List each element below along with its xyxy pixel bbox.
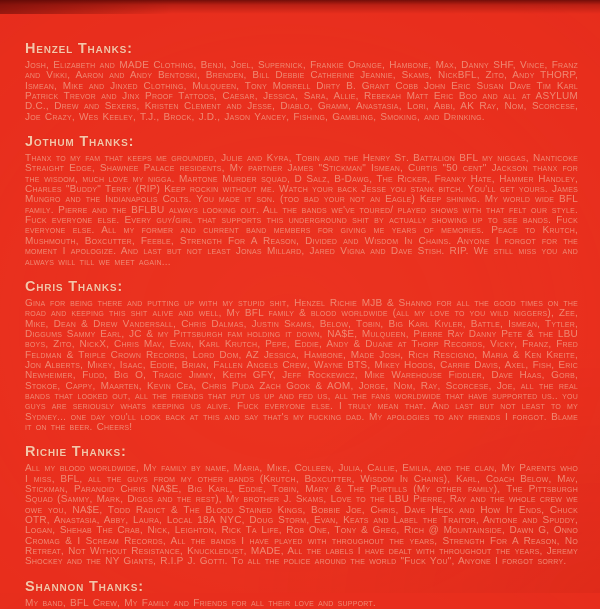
thanks-section-henzel	[25, 42, 578, 123]
section-body-henzel: Josh, Elizabeth and MADE Clothing, Benji, Joel, Supernick, Frankie Orange, Hambone, Max, Danny SHF, Vince, Franz and Vikki, Aaron and Andy Bentoski, Brenden, Bill Debbie Catherine Jeannie, Skams, NickBFL, Zito, Andy THORP, Ismean, Mike and Jinxed Clothing, Mulqueen, Tony Morrell Dirty B. Grant Cobb John Eric Susan Dave Tim Karl Patrick Trevor and Jinx Proof Tattoos, Caesar, Jessica, Sara, Allie, Rebekah Matt Eric Boo and all at ASYLUM D.C., Drew and Sexers, Kristen Clement and Jesse, Diablo, Gramm, Anastasia, Lori, Abbi, AK Ray, Nom, Scorcese, Joe Crazy, Wes Keeley, T.J., Brock, J.D., Jason Yancey, Fishing, Gambling, Smoking, and Drinking.	[25, 60, 578, 123]
section-body-shannon: My band, BFL Crew, My Family and Friends for all their love and support.	[25, 597, 376, 609]
thanks-section-jothum	[25, 135, 578, 268]
section-body-richie: All my blood worldwide, My family by name, Maria, Mike, Colleen, Julia, Callie, Emilia, and the clan, My Parents who I miss, BFL, all the guys from my other bands (Krutch, Boxcutter, Wisdom In Chains), Karl, Coach Below, Mav, Stickman, Paranoid Chris NA$E, Big Karl, Eddie, Tobin, Mary & The Purtills (My other family), The Pittsburgh Squad (Sammy, Mark, Diggs and the rest), My brother J. Skams, Love to the LBU Pierre, Ray and the whole crew we owe you, NA$E, Todd Radict & The Blood Stained Kings, Bobbie Joe, Chris, Dave Heck and How It Ends, Chuck OTR, Anastasia, Abby, Laura, Local 18A NYC, Doug Storm, Evan, Keats and Label the Traitor, Antione and Spuddy, Logan, Shehab The Crab, Nick, Leighton, Rick Ta Life, Rob One, Tony & Greg, Rich @ Mountainside, Dawn G, Onno Cromag & I Scream Records, All the bands I have played with throughout the years, Strength For A Reason, No Retreat, Not Without Resistance, Knuckledust, MADE, All the labels I have dealt with throughout the years, Jeremy Shockey and the NY Giants, R.I.P J. Gotti. To all the police around the world "Fuck You", Anyone I forgot sorry.	[25, 463, 578, 568]
section-body-jothum: Thanx to my fam that keeps me grounded, Julie and Kyra, Tobin and the Henry St. Battalion BFL my niggas, Nanticoke Straight Edge, Shawnee Palace residents, My partner James "Stickman" Ismean, Curtis "50 cent" Jackson thanx for the wisdom, much love my nigga. Martone Murder squad, D Salz, B-Dawg, The Ricker, Franky Hate, Hammer Handley, Charles "Buddy" Terry (RIP) Keep rockin without me. Watch your back Jesse you stank bitch. You'll get yours. James Mungro and the Indianapolis Colts. You made it son. (too bad your not an Eagle) Keep shining. My world wide BFL family. Pierre and the BFLBU always looking out. All the bands we've toured/ played shows with that felt our style. Fuck everyone else. Every guy/girl that supports this underground shit by actually showing up to see bands. Fuck everyone else. All my former and current band members for giving me years of memories. Peace to Krutch, Mushmouth, Boxcutter, Feeble, Strength For A Reason, Divided and Wisdom In Chains. Anyone I forgot for the moment I apologize. And last but not least Jonas Millard, Jared Vigna and Dave Stish. RIP. We still miss you and always will till we meet again...	[25, 153, 578, 268]
scan-edge-shadow	[0, 0, 600, 14]
section-heading-henzel: Henzel Thanks:	[25, 41, 133, 57]
thanks-section-chris	[25, 280, 578, 433]
section-heading-richie: Richie Thanks:	[25, 444, 127, 461]
thanks-section-shannon	[25, 580, 578, 609]
thanks-section-richie	[25, 445, 578, 567]
section-heading-shannon: Shannon Thanks:	[25, 578, 144, 595]
section-heading-chris: Chris Thanks:	[25, 278, 124, 295]
section-heading-jothum: Jothum Thanks:	[25, 134, 135, 151]
section-body-chris: Gina for being there and putting up with my stupid shit, Henzel Richie MJB & Shanno for all the good times on the road and keeping this shit alive and well, My BFL family & blood worldwide (all my love to you wild niggers), Zee, Mike, Dean & Drew Vandersall, Chris Dalmas, Justin Skams, Below, Tobin, Big Karl Kivler, Battle, Ismean, Tytler, Diggums Sammy Earl, JC & my Pittsburgh fam holding it down, NA$E, Mulqueen, Pierre Ray Danny Pete & the LBU boys, Zito, NickX, Chris Mav, Evan, Karl Krutch, Pepe, Eddie, Andy & Duane at Thorp Records, Vicky, Franz, Fred Feldman & Triple Crown Records, Lord Dom, AZ Jessica, Hambone, Made Josh, Rich Rescigno, Maria & Ken Kreite, Jon Alberts, Mikey, Isaac, Eddie, Brian, Fallen Angels Crew, Wayne BTS, Mikey Hoods, Carrie Davis, Axel, Fish, Eric Newheimer, Fudd, Big O, Tragic Jimmy, Keith GFY, Jeff Rockewicz, Mike Warehouse Fiddler, Dave Haas, Gorb, Stokoe, Cappy, Maarten, Kevin Cea, Chris Puda Zach Gook & AOM, Jorge, Nom, Ray, Scorcese, Joe, all the real bands that looked out, all the friends that put us up and fed us, all the fans worldwide that have supported us.. you guys are seriously whats keeping us alive. Fuck everyone else. I truly mean that. And last but not least to my Sydney... one day you'll look back at this and say that's my fucking dad. My apologies to any friends I forgot. Blame it on the beer. Cheers!	[25, 297, 578, 433]
